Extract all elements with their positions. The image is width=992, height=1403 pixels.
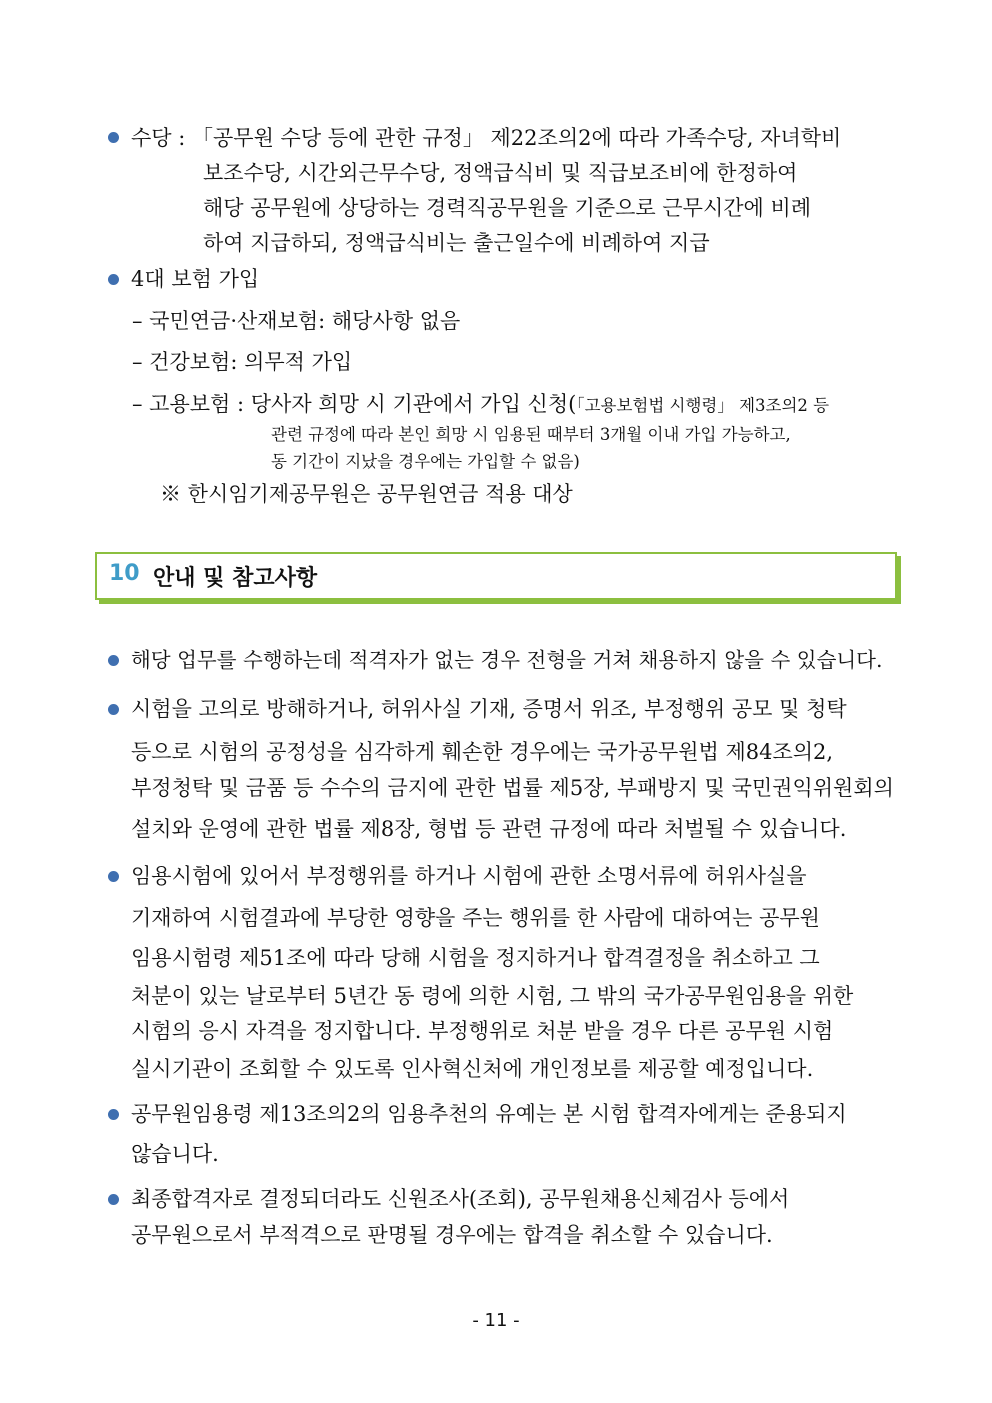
bullet-line: 실시기관이 조회할 수 있도록 인사혁신처에 개인정보를 제공할 예정입니다.	[131, 1057, 814, 1081]
bullet-line: 임용시험에 있어서 부정행위를 하거나 시험에 관한 소명서류에 허위사실을	[131, 864, 807, 888]
pension-note: ※ 한시임기제공무원은 공무원연금 적용 대상	[160, 482, 573, 506]
page-number: - 11 -	[472, 1310, 520, 1331]
bullet-dot-icon	[108, 1109, 119, 1120]
bullet-dot-icon	[108, 655, 119, 666]
bullet-dot-icon	[108, 704, 119, 715]
employment-main: – 고용보험 : 당사자 희망 시 기관에서 가입 신청(	[132, 392, 577, 416]
bullet-dot-icon	[108, 871, 119, 882]
employment-small-line: 관련 규정에 따라 본인 희망 시 임용된 때부터 3개월 이내 가입 가능하고,	[271, 425, 791, 444]
bullet-line: 시험의 응시 자격을 정지합니다. 부정행위로 처분 받을 경우 다른 공무원 시험	[131, 1019, 834, 1043]
bullet-line: 공무원임용령 제13조의2의 임용추천의 유예는 본 시험 합격자에게는 준용되지	[131, 1102, 847, 1126]
bullet-line: 않습니다.	[131, 1142, 219, 1166]
bullet-line: 임용시험령 제51조에 따라 당해 시험을 정지하거나 합격결정을 취소하고 그	[131, 946, 820, 970]
employment-small: 「고용보험법 시행령」 제3조의2 등	[576, 396, 830, 415]
bullet-line: 처분이 있는 날로부터 5년간 동 령에 의한 시험, 그 밖의 국가공무원임용을 위한	[131, 984, 854, 1008]
bullet-line: 설치와 운영에 관한 법률 제8장, 형법 등 관련 규정에 따라 처벌될 수 있습니다.	[131, 817, 847, 841]
bullet-dot-icon	[108, 274, 119, 285]
insurance-item: – 건강보험: 의무적 가입	[132, 350, 353, 374]
section-number: 10	[109, 561, 140, 586]
allowance-line: 보조수당, 시간외근무수당, 정액급식비 및 직급보조비에 한정하여	[203, 161, 798, 185]
section-title: 안내 및 참고사항	[153, 566, 318, 591]
employment-insurance-line	[132, 391, 829, 417]
bullet-line: 기재하여 시험결과에 부당한 영향을 주는 행위를 한 사람에 대하여는 공무원	[131, 906, 820, 930]
bullet-dot-icon	[108, 1194, 119, 1205]
bullet-line: 해당 업무를 수행하는데 적격자가 없는 경우 전형을 거쳐 채용하지 않을 수 있습니다.	[131, 648, 883, 672]
allowance-line: 수당 : 「공무원 수당 등에 관한 규정」 제22조의2에 따라 가족수당, 자녀학비	[131, 126, 842, 150]
bullet-line: 시험을 고의로 방해하거나, 허위사실 기재, 증명서 위조, 부정행위 공모 및 청탁	[131, 697, 847, 721]
bullet-line: 최종합격자로 결정되더라도 신원조사(조회), 공무원채용신체검사 등에서	[131, 1187, 790, 1211]
bullet-dot-icon	[108, 132, 119, 143]
insurance-title: 4대 보험 가입	[131, 267, 260, 291]
allowance-line: 해당 공무원에 상당하는 경력직공무원을 기준으로 근무시간에 비례	[203, 196, 812, 220]
bullet-line: 등으로 시험의 공정성을 심각하게 훼손한 경우에는 국가공무원법 제84조의2,	[131, 740, 834, 764]
insurance-item: – 국민연금·산재보험: 해당사항 없음	[132, 309, 461, 333]
bullet-line: 부정청탁 및 금품 등 수수의 금지에 관한 법률 제5장, 부패방지 및 국민권익위원회의	[131, 776, 894, 800]
bullet-line: 공무원으로서 부적격으로 판명될 경우에는 합격을 취소할 수 있습니다.	[131, 1223, 773, 1247]
section-header	[95, 552, 901, 604]
employment-small-line: 동 기간이 지났을 경우에는 가입할 수 없음)	[271, 452, 580, 471]
allowance-line: 하여 지급하되, 정액급식비는 출근일수에 비례하여 지급	[203, 231, 710, 255]
